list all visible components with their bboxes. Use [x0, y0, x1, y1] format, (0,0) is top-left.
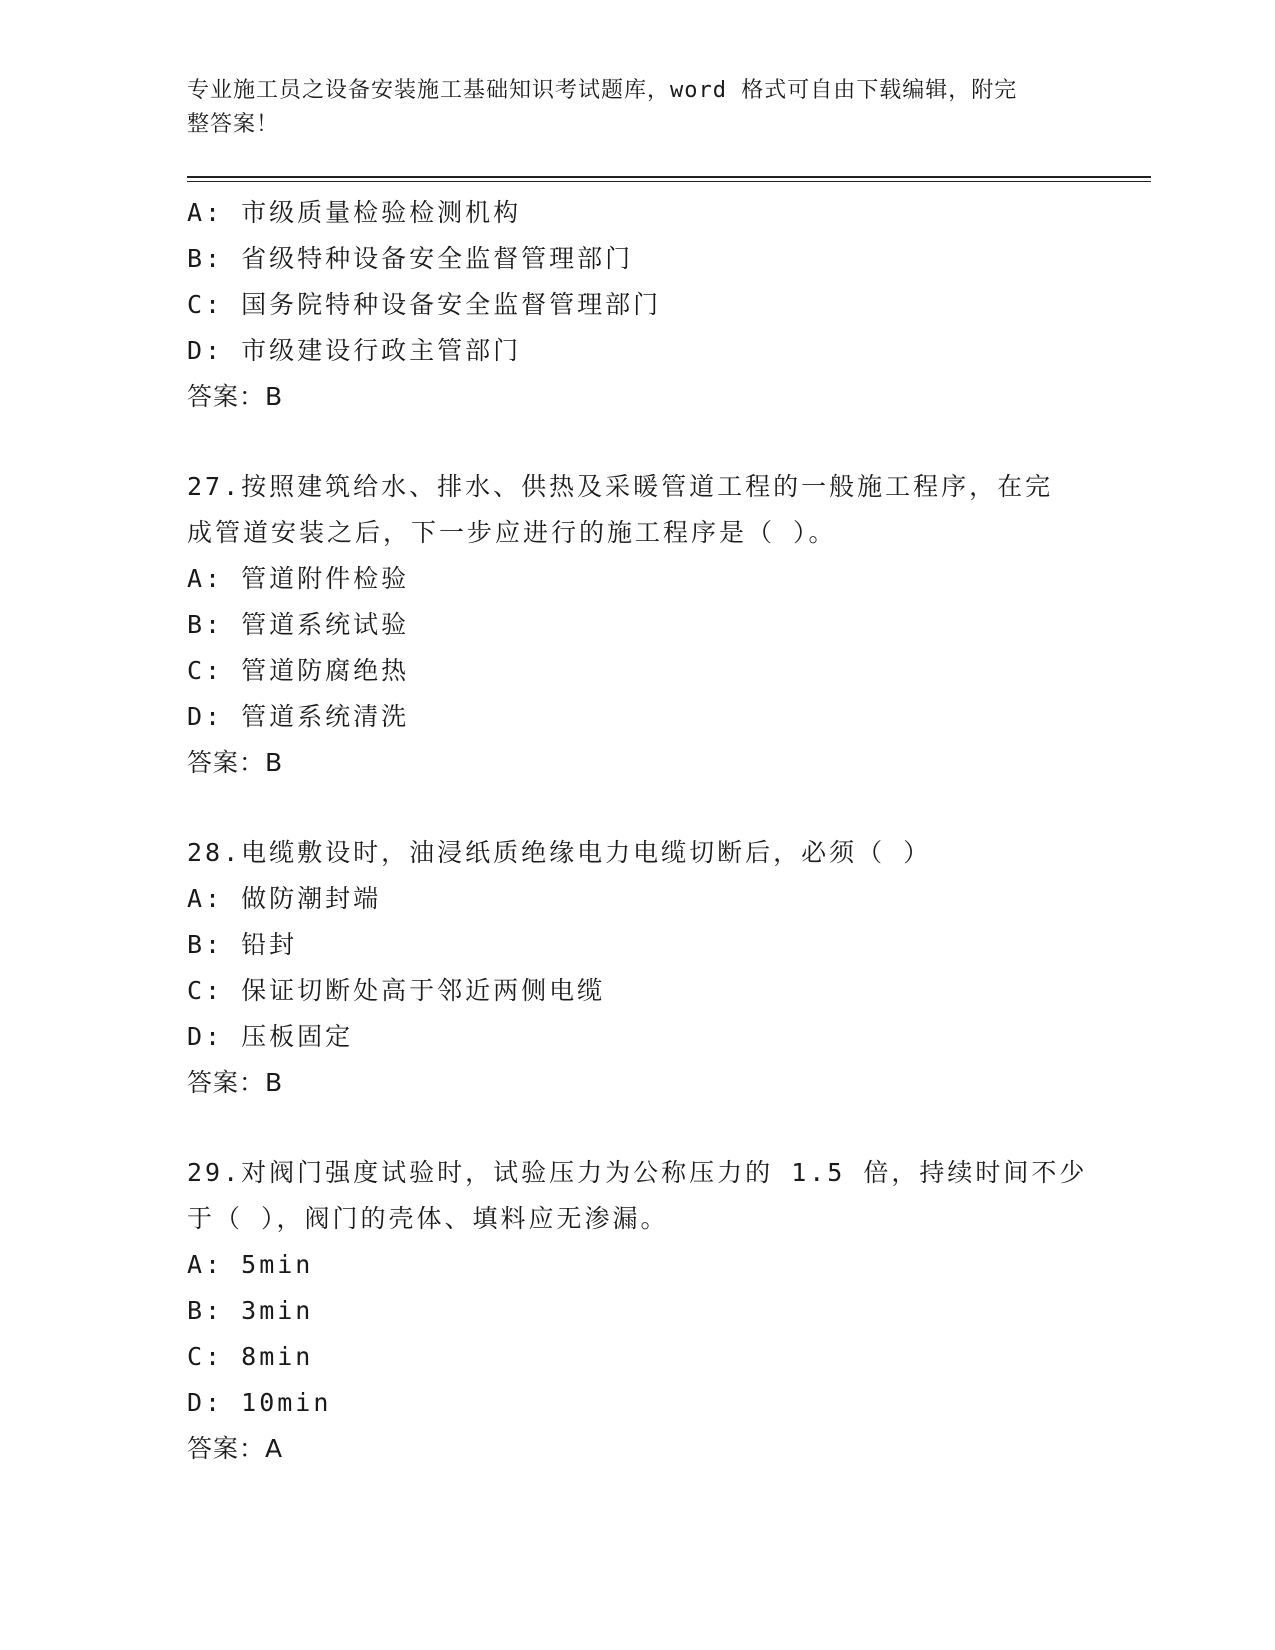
- option-b: B: 3min: [187, 1296, 314, 1325]
- question-list: [187, 190, 1087, 1472]
- option-a: A: 5min: [187, 1250, 314, 1279]
- option-c: C: 管道防腐绝热: [187, 656, 410, 685]
- answer: 答案：B: [187, 748, 284, 777]
- spacer: [187, 786, 1087, 830]
- header-line-2: 整答案！: [187, 112, 280, 137]
- option-d: D: 压板固定: [187, 1022, 354, 1051]
- question-29: [187, 1150, 1087, 1472]
- option-b: B: 管道系统试验: [187, 610, 410, 639]
- question-26: [187, 190, 1087, 420]
- question-text-line-2: 于（ ），阀门的壳体、填料应无渗漏。: [187, 1204, 669, 1233]
- spacer: [187, 1106, 1087, 1150]
- answer: 答案：B: [187, 382, 284, 411]
- question-27: [187, 464, 1087, 786]
- option-c: C: 保证切断处高于邻近两侧电缆: [187, 976, 606, 1005]
- option-a: A: 做防潮封端: [187, 884, 382, 913]
- answer: 答案：B: [187, 1068, 284, 1097]
- question-28: [187, 830, 1087, 1106]
- option-b: B: 铅封: [187, 930, 298, 959]
- document-header: [187, 74, 1067, 142]
- question-text-line-1: 28.电缆敷设时，油浸纸质绝缘电力电缆切断后，必须（ ）: [187, 838, 932, 867]
- option-b: B: 省级特种设备安全监督管理部门: [187, 244, 634, 273]
- header-line-1: 专业施工员之设备安装施工基础知识考试题库，word 格式可自由下载编辑，附完: [187, 78, 1018, 103]
- header-divider-thin: [187, 181, 1151, 182]
- spacer: [187, 420, 1087, 464]
- option-a: A: 市级质量检验检测机构: [187, 198, 522, 227]
- option-d: D: 管道系统清洗: [187, 702, 410, 731]
- option-c: C: 8min: [187, 1342, 314, 1371]
- option-a: A: 管道附件检验: [187, 564, 410, 593]
- header-divider: [187, 176, 1151, 178]
- option-d: D: 10min: [187, 1388, 332, 1417]
- option-c: C: 国务院特种设备安全监督管理部门: [187, 290, 662, 319]
- question-text-line-1: 29.对阀门强度试验时，试验压力为公称压力的 1.5 倍，持续时间不少: [187, 1158, 1088, 1187]
- question-text-line-2: 成管道安装之后，下一步应进行的施工程序是（ ）。: [187, 518, 837, 547]
- answer: 答案：A: [187, 1434, 284, 1463]
- option-d: D: 市级建设行政主管部门: [187, 336, 522, 365]
- question-text-line-1: 27.按照建筑给水、排水、供热及采暖管道工程的一般施工程序，在完: [187, 472, 1054, 501]
